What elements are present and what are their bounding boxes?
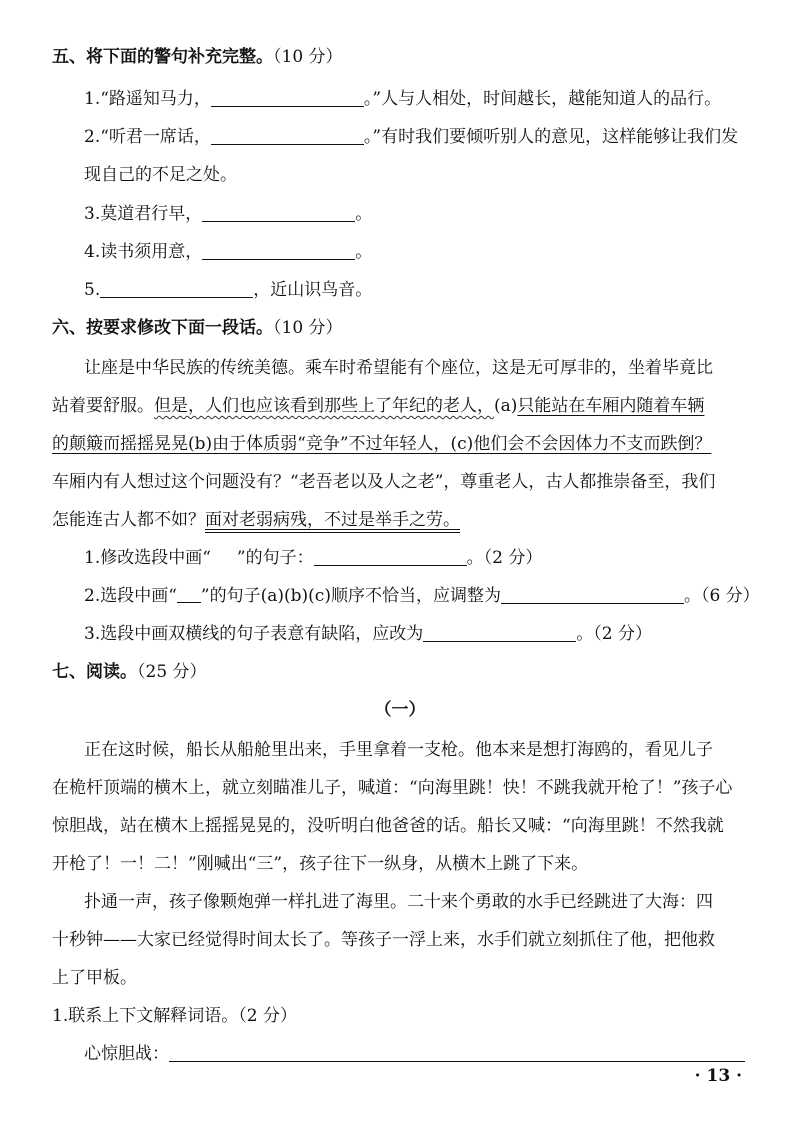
sec6-q2-pre: 2.选段中画“ <box>84 586 177 606</box>
section-5-title: 五、将下面的警句补充完整。 <box>52 47 273 67</box>
reading-line-7: 上了甲板。 <box>52 968 137 988</box>
sec5-q1-post: 。”人与人相处，时间越长，越能知道人的品行。 <box>363 89 722 109</box>
section-5-heading <box>52 45 800 69</box>
sec5-q2-blank[interactable] <box>211 127 364 145</box>
sec5-q5-pre: 5. <box>84 280 101 300</box>
sec6-q3-blank[interactable] <box>423 624 576 642</box>
reading-line-4: 开枪了！一！二！”刚喊出“三”，孩子往下一纵身，从横木上跳了下来。 <box>52 854 589 874</box>
section-6-heading <box>52 316 800 340</box>
sec6-q3-post: 。（2 分） <box>576 624 652 644</box>
sec5-q2-pre: 2.“听君一席话， <box>84 127 211 147</box>
reading-q1: 1.联系上下文解释词语。（2 分） <box>52 1006 297 1026</box>
sec5-q3-blank[interactable] <box>202 204 355 222</box>
sec6-para-line-4: 车厢内有人想过这个问题没有？“老吾老以及人之老”，尊重老人，古人都推崇备至，我们 <box>52 472 716 492</box>
wavy-line-mark <box>211 553 237 563</box>
sec5-q3-pre: 3.莫道君行早， <box>84 204 203 224</box>
sec5-q4-pre: 4.读书须用意， <box>84 242 203 262</box>
sec6-q3 <box>84 622 800 646</box>
sec6-q1-post: 。（2 分） <box>466 548 543 568</box>
sec6-q1 <box>84 546 800 570</box>
sec6-para-line-3 <box>52 432 800 456</box>
sec5-q5-blank[interactable] <box>100 280 253 298</box>
sec6-p5-a: 怎能连古人都不如？ <box>52 510 205 530</box>
wavy-underlined-sentence: 但是，人们也应该看到那些上了年纪的老人， <box>154 396 494 416</box>
single-line-mark <box>177 587 201 603</box>
underlined-sentence-part-2: 的颠簸而摇摇晃晃(b)由于体质弱“竞争”不过年轻人，(c)他们会不会因体力不支而跌倒？ <box>52 434 712 454</box>
sec6-q1-mid: ”的句子： <box>236 548 314 568</box>
section-7-score: （25 分） <box>137 662 207 682</box>
sec6-para-line-5 <box>52 508 800 532</box>
section-7-title: 七、阅读。 <box>52 662 137 682</box>
sec6-q3-pre: 3.选段中画双横线的句子表意有缺陷，应改为 <box>84 624 424 644</box>
double-underlined-sentence: 面对老弱病残，不过是举手之劳。 <box>205 510 460 530</box>
reading-line-6: 十秒钟——大家已经觉得时间太长了。等孩子一浮上来，水手们就立刻抓住了他，把他救 <box>52 930 715 950</box>
page-number: · 13 · <box>694 1066 742 1086</box>
sec6-q2-blank[interactable] <box>501 586 684 604</box>
reading-line-1: 正在这时候，船长从船舱里出来，手里拿着一支枪。他本来是想打海鸥的，看见儿子 <box>84 740 713 760</box>
sec6-q1-pre: 1.修改选段中画“ <box>84 548 211 568</box>
section-6-title: 六、按要求修改下面一段话。 <box>52 318 273 338</box>
reading-subheading: （一） <box>374 700 426 720</box>
section-6-score: （10 分） <box>273 318 343 338</box>
sec6-para-line-1: 让座是中华民族的传统美德。乘车时希望能有个座位，这是无可厚非的，坐着毕竟比 <box>84 358 713 378</box>
sec6-q2-mid: ”的句子(a)(b)(c)顺序不恰当，应调整为 <box>200 586 501 606</box>
reading-q1-blank[interactable] <box>169 1044 745 1062</box>
section-7-heading <box>52 660 800 684</box>
sec6-p2-b: (a) <box>494 396 518 416</box>
sec5-q3-post: 。 <box>355 204 373 224</box>
sec5-q1 <box>84 87 800 111</box>
section-5-score: （10 分） <box>273 47 343 67</box>
sec5-q4-blank[interactable] <box>202 242 355 260</box>
sec5-q1-blank[interactable] <box>211 89 364 107</box>
reading-line-3: 惊胆战，站在横木上摇摇晃晃的，没听明白他爸爸的话。船长又喊：“向海里跳！不然我就 <box>52 816 724 836</box>
underlined-sentence-part-1: 只能站在车厢内随着车辆 <box>517 396 705 416</box>
sec6-p2-a: 站着要舒服。 <box>52 396 154 416</box>
sec5-q4 <box>84 240 800 264</box>
sec6-q2-post: 。（6 分） <box>683 586 760 606</box>
reading-line-2: 在桅杆顶端的横木上，就立刻瞄准儿子，喊道：“向海里跳！快！不跳我就开枪了！”孩子心 <box>52 778 733 798</box>
sec5-q5-post: ，近山识鸟音。 <box>253 280 373 300</box>
reading-q1-word: 心惊胆战： <box>84 1044 169 1064</box>
sec6-q2 <box>84 584 800 608</box>
sec5-q4-post: 。 <box>355 242 373 262</box>
sec6-q1-blank[interactable] <box>314 548 467 566</box>
sec5-q5 <box>84 278 800 302</box>
sec5-q2-cont: 现自己的不足之处。 <box>84 165 237 185</box>
reading-q1-answer-row <box>84 1042 800 1066</box>
reading-line-5: 扑通一声，孩子像颗炮弹一样扎进了海里。二十来个勇敢的水手已经跳进了大海：四 <box>84 892 713 912</box>
sec5-q2 <box>84 125 800 149</box>
sec5-q3 <box>84 202 800 226</box>
sec6-para-line-2 <box>52 394 800 418</box>
sec5-q2-post: 。”有时我们要倾听别人的意见，这样能够让我们发 <box>363 127 739 147</box>
sec5-q1-pre: 1.“路遥知马力， <box>84 89 211 109</box>
